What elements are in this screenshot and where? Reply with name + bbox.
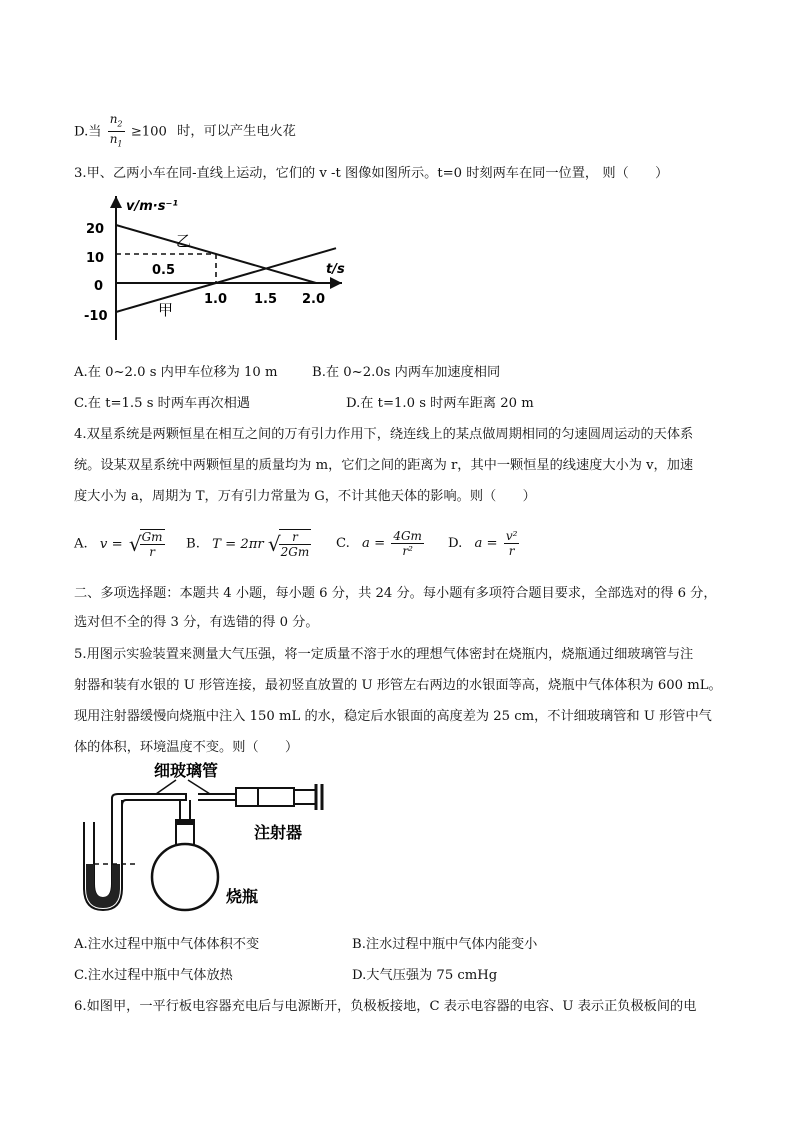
y-axis-label: v/m·s⁻¹ (126, 199, 178, 214)
relation: ≥100 (130, 124, 167, 140)
x-tick-1-5: 1.5 (254, 292, 278, 307)
mercury-column (86, 864, 120, 908)
y-tick-10: 10 (86, 251, 105, 266)
q5-option-d: D.大气压强为 75 cmHg (352, 968, 498, 983)
label-syringe: 注射器 (254, 823, 303, 842)
glass-tube (112, 794, 186, 806)
y-tick-0: 0 (94, 279, 104, 294)
y-tick-neg10: -10 (84, 309, 108, 324)
q5-stem-line4: 体的体积，环境温度不变。则（ ） (74, 740, 299, 755)
q3-option-d: D.在 t=1.0 s 时两车距离 20 m (346, 396, 534, 411)
q4-option-c: C. a = $\frac{4Gm}{\text{r²}}$ (336, 529, 422, 558)
q5-option-b: B.注水过程中瓶中气体内能变小 (352, 937, 538, 952)
q5-stem-line2: 射器和装有水银的 U 形管连接，最初竖直放置的 U 形管左右两边的水银面等高，烧瓶中气体体积为 600 mL。 (74, 678, 722, 693)
q5-option-a: A.注水过程中瓶中气体体积不变 (74, 937, 260, 952)
section2-line2: 选对但不全的得 3 分，有选错的得 0 分。 (74, 615, 319, 630)
option-text: D.当 (74, 124, 102, 140)
series-label-yi: 乙 (176, 232, 192, 250)
label-glass-tube: 细玻璃管 (154, 761, 219, 780)
q4-stem-line3: 度大小为 a，周期为 T，万有引力常量为 G，不计其他天体的影响。则（ ） (74, 489, 536, 504)
section2-line1: 二、多项选择题：本题共 4 小题，每小题 6 分，共 24 分。每小题有多项符合题目要求，全部选对的得 6 分， (74, 586, 717, 601)
apparatus-figure (76, 760, 346, 930)
q3-option-b: B.在 0~2.0s 内两车加速度相同 (312, 365, 501, 380)
q3-option-c: C.在 t=1.5 s 时两车再次相遇 (74, 396, 250, 411)
x-tick-0-5: 0.5 (152, 263, 176, 278)
q4-option-b: B. T = 2πr √ $\frac{r}{2Gm}$ (186, 530, 310, 559)
flask-body (152, 844, 218, 910)
q2-option-d (74, 112, 296, 152)
fraction-n2-n1: $\frac{n_2}{n_1}$ (109, 112, 123, 149)
x-tick-1-0: 1.0 (204, 292, 228, 307)
q5-option-c: C.注水过程中瓶中气体放热 (74, 968, 233, 983)
vt-chart (80, 190, 380, 350)
q4-stem-line1: 4.双星系统是两颗恒星在相互之间的万有引力作用下，绕连线上的某点做周期相同的匀速圆周运动的天体系 (74, 427, 694, 442)
syringe-barrel (236, 788, 294, 806)
q4-option-a: A. v = √ $\frac{Gm}{r}$ (74, 530, 163, 559)
q4-option-d: D. a = $\frac{\text{v²}}{r}$ (448, 529, 518, 558)
series-label-jia: 甲 (158, 301, 174, 319)
q5-stem-line3: 现用注射器缓慢向烧瓶中注入 150 mL 的水，稳定后水银面的高度差为 25 cm，不计细玻璃管和 U 形管中气 (74, 709, 712, 724)
q4-stem-line2: 统。设某双星系统中两颗恒星的质量均为 m，它们之间的距离为 r，其中一颗恒星的线速度大小为 v，加速 (74, 458, 694, 473)
x-axis-label: t/s (326, 262, 345, 277)
label-flask: 烧瓶 (226, 887, 259, 906)
option-suffix: 时，可以产生电火花 (177, 124, 296, 140)
x-tick-2-0: 2.0 (302, 292, 326, 307)
q3-stem: 3.甲、乙两小车在同-直线上运动，它们的 v -t 图像如图所示。t=0 时刻两车在同一位置， 则（ ） (74, 166, 669, 181)
y-tick-20: 20 (86, 222, 105, 237)
q3-option-a: A.在 0~2.0 s 内甲车位移为 10 m (74, 365, 278, 380)
q5-stem-line1: 5.用图示实验装置来测量大气压强，将一定质量不溶于水的理想气体密封在烧瓶内，烧瓶通过细玻璃管与注 (74, 647, 694, 662)
q6-stem-line1: 6.如图甲，一平行板电容器充电后与电源断开，负极板接地，C 表示电容器的电容、U 表示正负极板间的电 (74, 999, 697, 1014)
